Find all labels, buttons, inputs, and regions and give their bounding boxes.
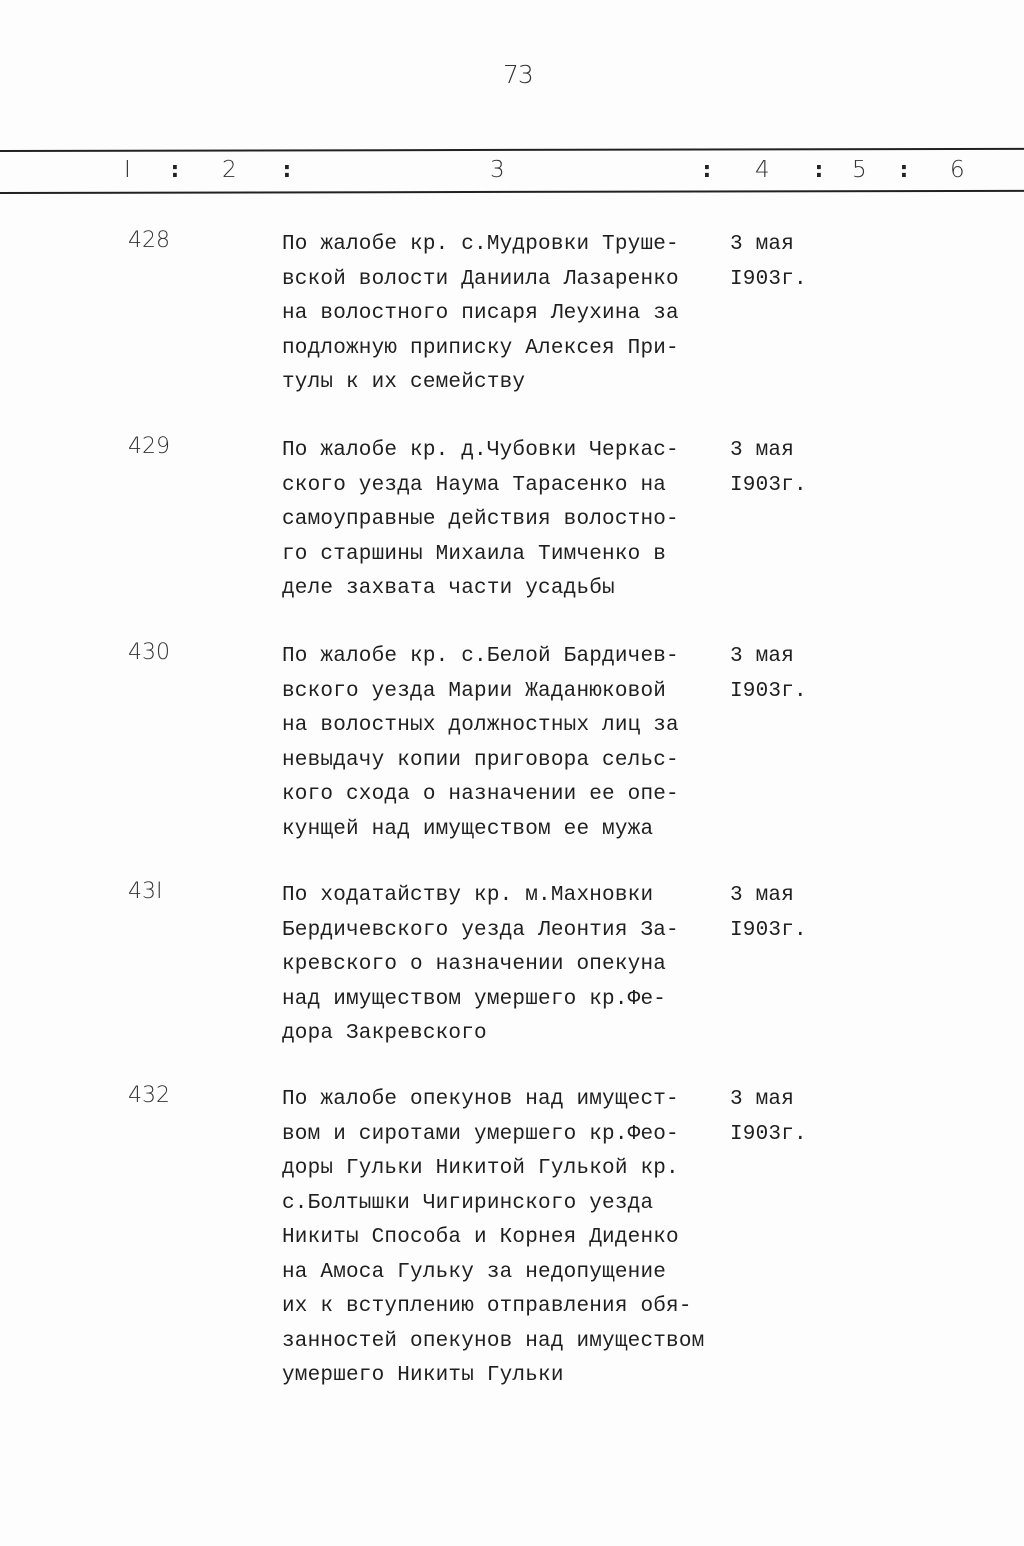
entry-number: 432 xyxy=(128,1083,170,1108)
description-line: По ходатайству кр. м.Махновки xyxy=(282,884,654,907)
date-line: I903г. xyxy=(730,473,807,497)
column-separator: : xyxy=(168,157,182,183)
entry-number: 429 xyxy=(128,434,170,459)
date-line: 3 мая xyxy=(730,645,795,668)
entry-number: 43I xyxy=(128,879,163,904)
entry-description xyxy=(282,879,679,1052)
date-line: I903г. xyxy=(730,679,807,703)
description-line: деле захвата части усадьбы xyxy=(282,577,615,600)
description-line: над имуществом умершего кр.Фе- xyxy=(282,987,667,1011)
description-line: Бердичевского уезда Леонтия За- xyxy=(282,918,679,942)
description-line: вской волости Даниила Лазаренко xyxy=(282,267,679,291)
column-separator: : xyxy=(812,157,826,183)
column-separator: : xyxy=(280,157,294,183)
description-line: вского уезда Марии Жаданюковой xyxy=(282,679,667,703)
description-line: с.Болтышки Чигиринского уезда xyxy=(282,1191,654,1215)
column-header-5: 5 xyxy=(852,157,867,183)
description-line: подложную приписку Алексея При- xyxy=(282,336,679,360)
description-line: на волостного писаря Леухина за xyxy=(282,302,679,325)
column-header-3: 3 xyxy=(490,157,505,183)
entry-number: 428 xyxy=(128,228,170,253)
description-line: занностей опекунов над имуществом xyxy=(282,1329,705,1353)
entry-number: 430 xyxy=(128,640,170,665)
description-line: ского уезда Наума Тарасенко на xyxy=(282,473,667,497)
column-separator: : xyxy=(700,157,714,183)
description-line: кунщей над имуществом ее мужа xyxy=(282,817,654,841)
entry-date xyxy=(730,640,807,709)
entry-description xyxy=(282,1083,704,1394)
entry-description xyxy=(282,640,679,847)
entry-description xyxy=(282,434,679,607)
description-line: По жалобе кр. д.Чубовки Черкас- xyxy=(282,439,679,462)
date-line: I903г. xyxy=(730,1122,807,1146)
entry-description xyxy=(282,228,679,401)
description-line: доры Гульки Никитой Гулькой кр. xyxy=(282,1157,679,1180)
column-header-6: 6 xyxy=(950,157,965,183)
entry-date xyxy=(730,1083,807,1152)
description-line: По жалобе кр. с.Белой Бардичев- xyxy=(282,645,679,668)
date-line: 3 мая xyxy=(730,233,795,256)
description-line: умершего Никиты Гульки xyxy=(282,1364,564,1387)
column-header-4: 4 xyxy=(755,157,770,183)
date-line: 3 мая xyxy=(730,1088,795,1111)
entry-date xyxy=(730,879,807,948)
column-header-1: I xyxy=(124,157,131,183)
description-line: По жалобе кр. с.Мудровки Труше- xyxy=(282,233,679,256)
description-line: вом и сиротами умершего кр.Фео- xyxy=(282,1122,679,1146)
description-line: на волостных должностных лиц за xyxy=(282,714,679,737)
description-line: кревского о назначении опекуна xyxy=(282,953,667,976)
entry-date xyxy=(730,434,807,503)
table-header xyxy=(0,150,1024,192)
date-line: 3 мая xyxy=(730,439,795,462)
date-line: I903г. xyxy=(730,918,807,942)
column-separator: : xyxy=(897,157,911,183)
description-line: самоуправные действия волостно- xyxy=(282,508,679,531)
description-line: кого схода о назначении ее опе- xyxy=(282,783,679,806)
description-line: на Амоса Гульку за недопущение xyxy=(282,1260,667,1284)
description-line: Никиты Способа и Корнея Диденко xyxy=(282,1226,679,1249)
description-line: го старшины Михаила Тимченко в xyxy=(282,542,667,566)
description-line: невыдачу копии приговора сельс- xyxy=(282,748,679,772)
entry-date xyxy=(730,228,807,297)
date-line: I903г. xyxy=(730,267,807,291)
description-line: их к вступлению отправления обя- xyxy=(282,1295,692,1318)
page-number: 73 xyxy=(503,60,533,89)
description-line: дора Закревского xyxy=(282,1022,487,1045)
column-header-2: 2 xyxy=(222,157,237,183)
date-line: 3 мая xyxy=(730,884,795,907)
description-line: тулы к их семейству xyxy=(282,371,526,394)
description-line: По жалобе опекунов над имущест- xyxy=(282,1088,679,1111)
